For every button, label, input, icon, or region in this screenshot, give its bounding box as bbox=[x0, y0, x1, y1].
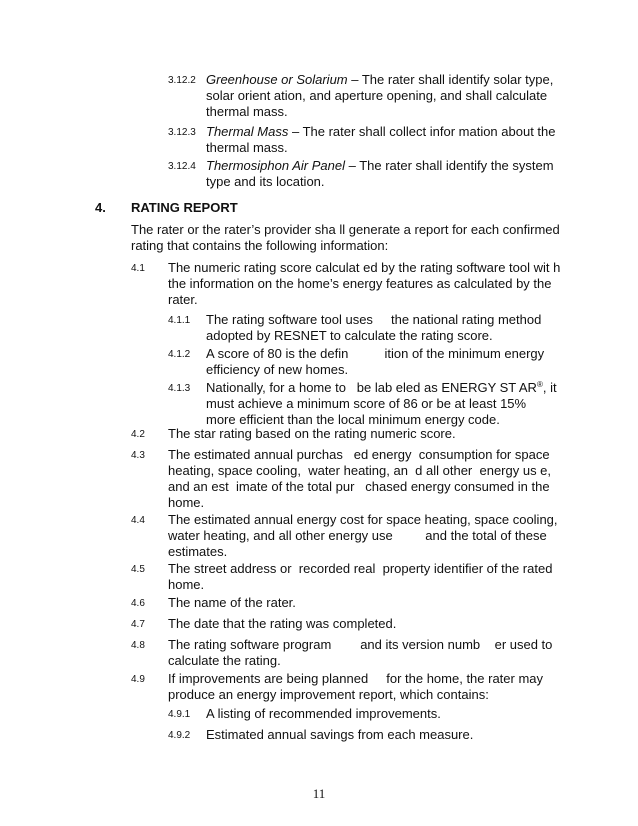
item-text-line: A score of 80 is the defin ition of the minimum energy bbox=[206, 346, 545, 361]
item-text-line: efficiency of new homes. bbox=[206, 362, 349, 377]
item-text-line: If improvements are being planned for the home, the rater may bbox=[168, 671, 544, 686]
item-number: 4.7 bbox=[131, 619, 145, 630]
item-number: 4.1.1 bbox=[168, 315, 191, 326]
item-text-line: – The rater shall identify the system bbox=[344, 158, 554, 173]
item-text-line: must achieve a minimum score of 86 or be at least 15% bbox=[206, 396, 527, 411]
list-item bbox=[168, 447, 551, 511]
item-number: 4.5 bbox=[131, 564, 145, 575]
item-title: Thermosiphon Air Panel bbox=[206, 158, 345, 173]
list-item bbox=[168, 426, 456, 442]
item-text-line: more efficient than the local minimum energy code. bbox=[206, 412, 500, 427]
item-text-line: The estimated annual energy cost for space heating, space cooling, bbox=[168, 512, 558, 527]
list-item bbox=[168, 512, 558, 560]
item-title: Thermal Mass bbox=[206, 124, 289, 139]
item-number: 4.8 bbox=[131, 640, 145, 651]
section-title: RATING REPORT bbox=[131, 200, 238, 215]
item-number: 3.12.2 bbox=[168, 75, 196, 86]
item-text-line: Nationally, for a home to be lab eled as ENERGY ST AR bbox=[206, 380, 537, 395]
item-text-line: thermal mass. bbox=[206, 104, 288, 119]
item-text-line: , it bbox=[542, 380, 557, 395]
item-number: 4.9 bbox=[131, 674, 145, 685]
item-text-line: – The rater shall collect infor mation about the bbox=[288, 124, 556, 139]
list-item bbox=[168, 595, 296, 611]
list-item bbox=[206, 72, 553, 120]
intro-line: The rater or the rater’s provider sha ll generate a report for each confirmed bbox=[131, 222, 560, 237]
list-item bbox=[206, 124, 556, 156]
item-text-line: the information on the home’s energy features as calculated by the bbox=[168, 276, 552, 291]
item-text-line: type and its location. bbox=[206, 174, 325, 189]
item-text-line: The name of the rater. bbox=[168, 595, 296, 610]
item-text-line: rater. bbox=[168, 292, 198, 307]
item-text-line: The rating software program and its version numb er used to bbox=[168, 637, 553, 652]
item-text-line: Estimated annual savings from each measure. bbox=[206, 727, 474, 742]
item-text-line: heating, space cooling, water heating, an d all other energy us e, bbox=[168, 463, 552, 478]
list-item bbox=[168, 616, 396, 632]
item-text-line: estimates. bbox=[168, 544, 228, 559]
item-number: 4.2 bbox=[131, 429, 145, 440]
list-item bbox=[168, 260, 560, 308]
item-text-line: adopted by RESNET to calculate the rating score. bbox=[206, 328, 493, 343]
item-number: 4.1.3 bbox=[168, 383, 191, 394]
item-number: 3.12.4 bbox=[168, 161, 196, 172]
section-number: 4. bbox=[95, 200, 106, 215]
item-number: 4.6 bbox=[131, 598, 145, 609]
list-item bbox=[206, 727, 473, 743]
list-item bbox=[168, 637, 552, 669]
item-text-line: solar orient ation, and aperture opening, and shall calculate bbox=[206, 88, 548, 103]
item-number: 4.9.2 bbox=[168, 730, 191, 741]
item-text-line: produce an energy improvement report, which contains: bbox=[168, 687, 489, 702]
item-text-line: The date that the rating was completed. bbox=[168, 616, 397, 631]
item-text-line: home. bbox=[168, 577, 205, 592]
item-text-line: The estimated annual purchas ed energy consumption for space bbox=[168, 447, 550, 462]
item-text-line: thermal mass. bbox=[206, 140, 288, 155]
list-item bbox=[206, 312, 541, 344]
page-number: 11 bbox=[312, 786, 326, 801]
list-item bbox=[206, 706, 441, 722]
item-text-line: The numeric rating score calculat ed by the rating software tool wit h bbox=[168, 260, 561, 275]
item-number: 4.9.1 bbox=[168, 709, 191, 720]
list-item bbox=[168, 671, 543, 703]
item-text-line: home. bbox=[168, 495, 205, 510]
item-text-line: The street address or recorded real property identifier of the rated bbox=[168, 561, 553, 576]
list-item bbox=[168, 561, 552, 593]
item-number: 4.4 bbox=[131, 515, 145, 526]
item-number: 4.1 bbox=[131, 263, 145, 274]
item-text-line: The rating software tool uses the national rating method bbox=[206, 312, 542, 327]
section-intro bbox=[131, 222, 560, 254]
item-text-line: A listing of recommended improvements. bbox=[206, 706, 441, 721]
item-number: 4.3 bbox=[131, 450, 145, 461]
intro-line: rating that contains the following information: bbox=[131, 238, 389, 253]
item-number: 3.12.3 bbox=[168, 127, 196, 138]
item-title: Greenhouse or Solarium bbox=[206, 72, 348, 87]
list-item bbox=[206, 380, 557, 428]
registered-mark: ® bbox=[536, 380, 543, 389]
item-text-line: and an est imate of the total pur chased energy consumed in the bbox=[168, 479, 550, 494]
item-text-line: calculate the rating. bbox=[168, 653, 281, 668]
item-text-line: water heating, and all other energy use and the total of these bbox=[168, 528, 547, 543]
item-text-line: The star rating based on the rating numeric score. bbox=[168, 426, 456, 441]
item-text-line: – The rater shall identify solar type, bbox=[347, 72, 554, 87]
list-item bbox=[206, 346, 544, 378]
item-number: 4.1.2 bbox=[168, 349, 191, 360]
list-item bbox=[206, 158, 554, 190]
